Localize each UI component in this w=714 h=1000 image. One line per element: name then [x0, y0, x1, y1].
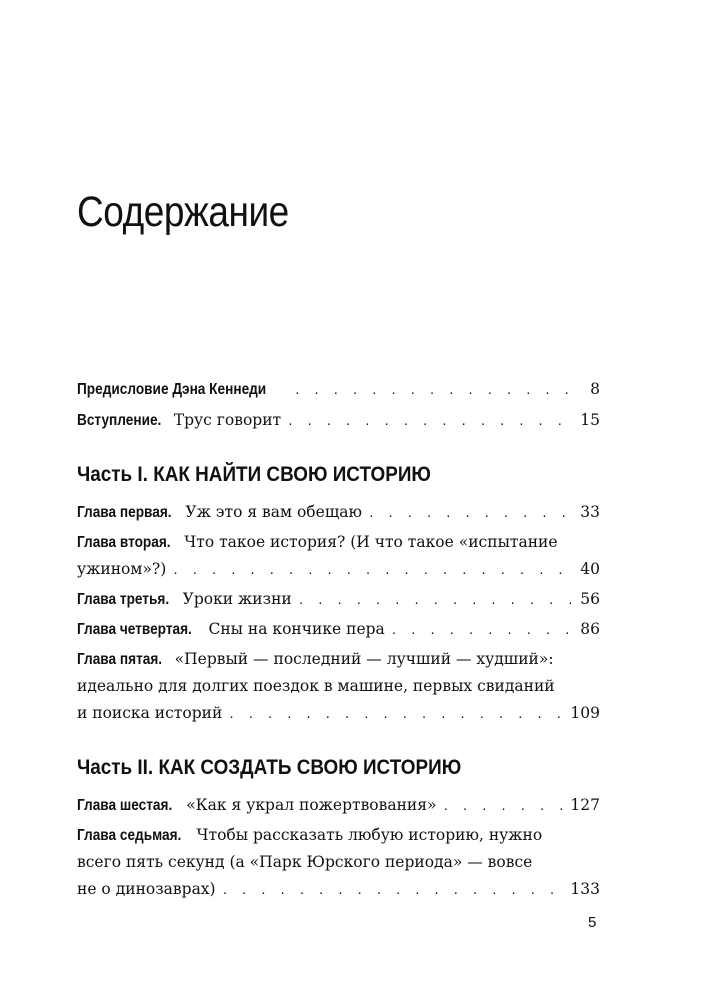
entry-lead: Глава пятая.	[77, 651, 163, 668]
toc-line	[77, 616, 600, 644]
page-number: 5	[588, 914, 597, 931]
entry-text: «Как я украл пожертвования»	[186, 796, 437, 814]
dot-leader	[391, 617, 574, 644]
page-ref: 127	[570, 796, 600, 814]
entry-text: и поиска историй	[77, 704, 223, 722]
dot-leader	[287, 408, 574, 435]
entry-lead: Вступление.	[77, 412, 162, 429]
toc-line	[77, 792, 600, 820]
entry-lead: Глава шестая.	[77, 797, 173, 814]
part-number: Часть II.	[77, 756, 154, 779]
entry-text: идеально для долгих поездок в машине, первых свиданий	[77, 677, 555, 695]
table-of-contents	[77, 376, 600, 906]
part-number: Часть I.	[77, 463, 148, 486]
toc-entry-chapter	[77, 822, 600, 904]
page-ref: 8	[590, 380, 600, 398]
toc-line	[77, 407, 600, 435]
toc-entry-chapter	[77, 499, 600, 527]
toc-line	[77, 700, 600, 728]
toc-line	[77, 586, 600, 614]
toc-entry-foreword	[77, 376, 600, 404]
page-ref: 15	[580, 411, 600, 429]
toc-line	[77, 849, 600, 876]
dot-leader	[298, 587, 574, 614]
part-title: КАК НАЙТИ СВОЮ ИСТОРИЮ	[153, 463, 431, 486]
part-heading	[77, 756, 548, 780]
dot-leader	[172, 557, 574, 584]
page-ref: 33	[580, 503, 600, 521]
toc-entry-chapter	[77, 616, 600, 644]
toc-line	[77, 499, 600, 527]
entry-text: Что такое история? (И что такое «испытание	[184, 533, 558, 551]
part-heading	[77, 463, 548, 487]
toc-line	[77, 529, 600, 556]
entry-lead: Глава третья.	[77, 591, 170, 608]
page-ref: 56	[580, 590, 600, 608]
toc-line	[77, 876, 600, 904]
entry-text: Трус говорит	[173, 411, 282, 429]
toc-line	[77, 673, 600, 700]
entry-text: ужином»?)	[77, 560, 167, 578]
entry-text: Чтобы рассказать любую историю, нужно	[196, 826, 543, 844]
entry-lead: Глава первая.	[77, 504, 172, 521]
page-ref: 109	[570, 704, 600, 722]
part-title: КАК СОЗДАТЬ СВОЮ ИСТОРИЮ	[158, 756, 462, 779]
toc-entry-chapter	[77, 586, 600, 614]
dot-leader	[443, 793, 565, 820]
dot-leader	[294, 377, 574, 404]
entry-text: Уж это я вам обещаю	[185, 503, 362, 521]
toc-line	[77, 376, 600, 404]
page-ref: 133	[570, 880, 600, 898]
toc-entry-intro	[77, 407, 600, 435]
entry-lead: Глава седьмая.	[77, 827, 182, 844]
entry-text: всего пять секунд (а «Парк Юрского периода» — вовсе	[77, 853, 533, 871]
entry-lead: Глава вторая.	[77, 534, 171, 551]
entry-lead: Предисловие Дэна Кеннеди	[77, 381, 267, 398]
dot-leader	[228, 701, 564, 728]
toc-entry-chapter	[77, 646, 600, 728]
entry-text: не о динозаврах)	[77, 880, 216, 898]
entry-text: Уроки жизни	[182, 590, 292, 608]
dot-leader	[368, 500, 574, 527]
toc-entry-chapter	[77, 529, 600, 584]
toc-entry-chapter	[77, 792, 600, 820]
page-ref: 86	[580, 620, 600, 638]
toc-line	[77, 556, 600, 584]
page-title: Содержание	[77, 188, 289, 236]
toc-line	[77, 646, 600, 673]
entry-text: «Первый — последний — лучший — худший»:	[174, 650, 554, 668]
entry-text: Сны на кончике пера	[208, 620, 385, 638]
toc-line	[77, 822, 600, 849]
page-ref: 40	[580, 560, 600, 578]
dot-leader	[222, 877, 565, 904]
entry-lead: Глава четвертая.	[77, 621, 192, 638]
